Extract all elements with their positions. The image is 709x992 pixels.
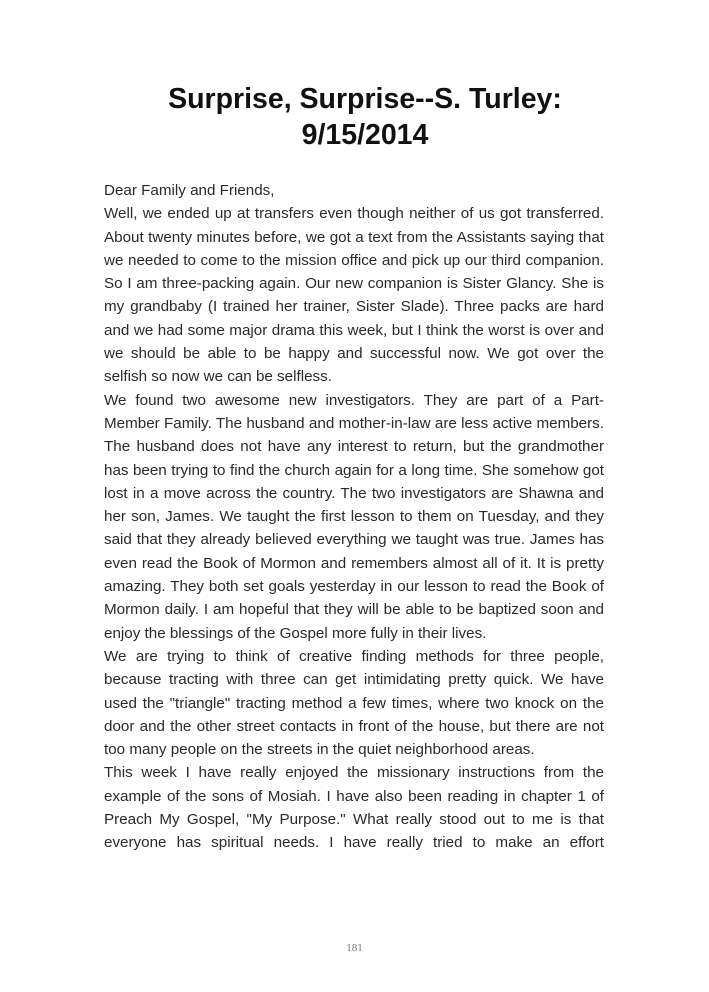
page-number: 181 bbox=[346, 942, 363, 954]
paragraph-1: Well, we ended up at transfers even though neither of us got transferred. About twenty minutes before, we got a text from the Assistants saying that we needed to come to the mission office and pick up our third companion. So I am three-packing again. Our new companion is Sister Glancy. She is my grandbaby (I trained her trainer, Sister Slade). Three packs are hard and we had some major drama this week, but I think the worst is over and we should be able to be happy and successful now. We got over the selfish so now we can be selfless. bbox=[104, 205, 604, 386]
page-title bbox=[100, 81, 630, 153]
letter-body bbox=[104, 179, 604, 855]
paragraph-3: We are trying to think of creative finding methods for three people, because tracting with three can get intimidating pretty quick. We have used the "triangle" tracting method a few times, where two knock on the door and the other street contacts in front of the house, but there are not too many people on the streets in the quiet neighborhood areas. bbox=[104, 647, 604, 759]
paragraph-4: This week I have really enjoyed the missionary instructions from the example of the sons of Mosiah. I have also been reading in chapter 1 of Preach My Gospel, "My Purpose." What really stood out to me is that everyone has spiritual needs. I have really tried to make an effort bbox=[104, 764, 604, 852]
paragraph-2: We found two awesome new investigators. They are part of a Part-Member Family. The husband and mother-in-law are less active members. The husband does not have any interest to return, but the grandmother has been trying to find the church again for a long time. She somehow got lost in a move across the country. The two investigators are Shawna and her son, James. We taught the first lesson to them on Tuesday, and they said that they already believed everything we taught was true. James has even read the Book of Mormon and remembers almost all of it. It is pretty amazing. They both set goals yesterday in our lesson to read the Book of Mormon daily. I am hopeful that they will be able to be baptized soon and enjoy the blessings of the Gospel more fully in their lives. bbox=[104, 391, 604, 642]
title-line-1: Surprise, Surprise--S. Turley: bbox=[168, 83, 562, 115]
title-line-2: 9/15/2014 bbox=[301, 119, 429, 151]
greeting: Dear Family and Friends, bbox=[104, 182, 275, 199]
